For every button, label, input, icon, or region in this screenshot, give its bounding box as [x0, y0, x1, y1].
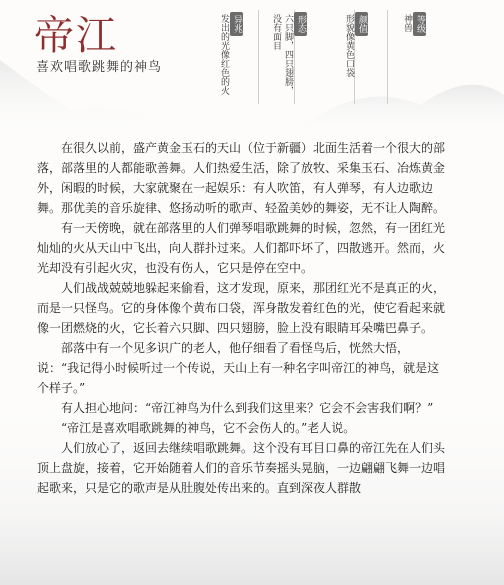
story-paragraph: “帝江是喜欢唱歌跳舞的神鸟，它不会伤人的。”老人说。: [61, 421, 356, 435]
page-subtitle: 喜欢唱歌跳舞的神鸟: [36, 60, 163, 75]
info-tag: 异兆: [230, 12, 243, 36]
info-text: 发出的光像红色的火: [219, 14, 229, 95]
story-paragraph: 有一天傍晚，就在部落里的人们弹琴唱歌跳舞的时候，忽然，有一团红光灿灿的火从天山中飞出，向人群扑过来。人们都吓坏了，四散逃开。然而，火光却没有引起火灾，也没有伤人，它只是停在空中。: [37, 221, 446, 275]
info-text: 形貌像黄色口袋: [344, 14, 354, 77]
info-column-omen: [218, 12, 243, 95]
story-body: [37, 138, 449, 498]
info-text: 六只脚，四只翅膀，: [283, 14, 293, 95]
info-column-looks: [343, 12, 368, 77]
info-text: 神兽: [402, 14, 412, 32]
story-paragraph: 有人担心地问：“帝江神鸟为什么到我们这里来？它会不会害我们啊？”: [61, 401, 434, 415]
page-title: 帝江: [34, 13, 118, 59]
story-paragraph: 在很久以前，盛产黄金玉石的天山（位于新疆）北面生活着一个很大的部落，部落里的人都能歌善舞。人们热爱生活，除了放牧、采集玉石、冶炼黄金外，闲暇的时候，大家就聚在一起娱乐：有人吹笛，有人弹琴，有人边歌边舞。那优美的音乐旋律、悠扬动听的歌声、轻盈美妙的舞姿，无不让人陶醉。: [37, 141, 446, 215]
column-divider: [258, 10, 259, 104]
info-text: 没有面目: [271, 14, 281, 50]
story-paragraph: 人们放心了，返回去继续唱歌跳舞。这个没有耳目口鼻的帝江先在人们头顶上盘旋，接着，它开始随着人们的音乐节奏摇头晃脑，一边翩翩飞舞一边唱起歌来，只是它的歌声是从肚腹处传出来的。直到深夜人群散: [37, 441, 446, 495]
info-tag: 形态: [294, 12, 307, 36]
info-column-level: [401, 12, 426, 36]
story-paragraph: 部落中有一个见多识广的老人，他仔细看了看怪鸟后，恍然大悟，说：“我记得小时候听过一个传说，天山上有一种名字叫帝江的神鸟，就是这个样子。”: [37, 341, 440, 395]
info-column-form: [270, 12, 307, 95]
story-paragraph: 人们战战兢兢地躲起来偷看，这才发现，原来，那团红光不是真正的火，而是一只怪鸟。它的身体像个黄布口袋，浑身散发着红色的光，使它看起来就像一团燃烧的火，它长着六只脚、四只翅膀，脸上没有眼睛耳朵嘴巴鼻子。: [37, 281, 446, 335]
column-divider: [387, 10, 388, 104]
info-tag: 颜值: [355, 12, 368, 36]
info-tag: 等级: [413, 12, 426, 36]
